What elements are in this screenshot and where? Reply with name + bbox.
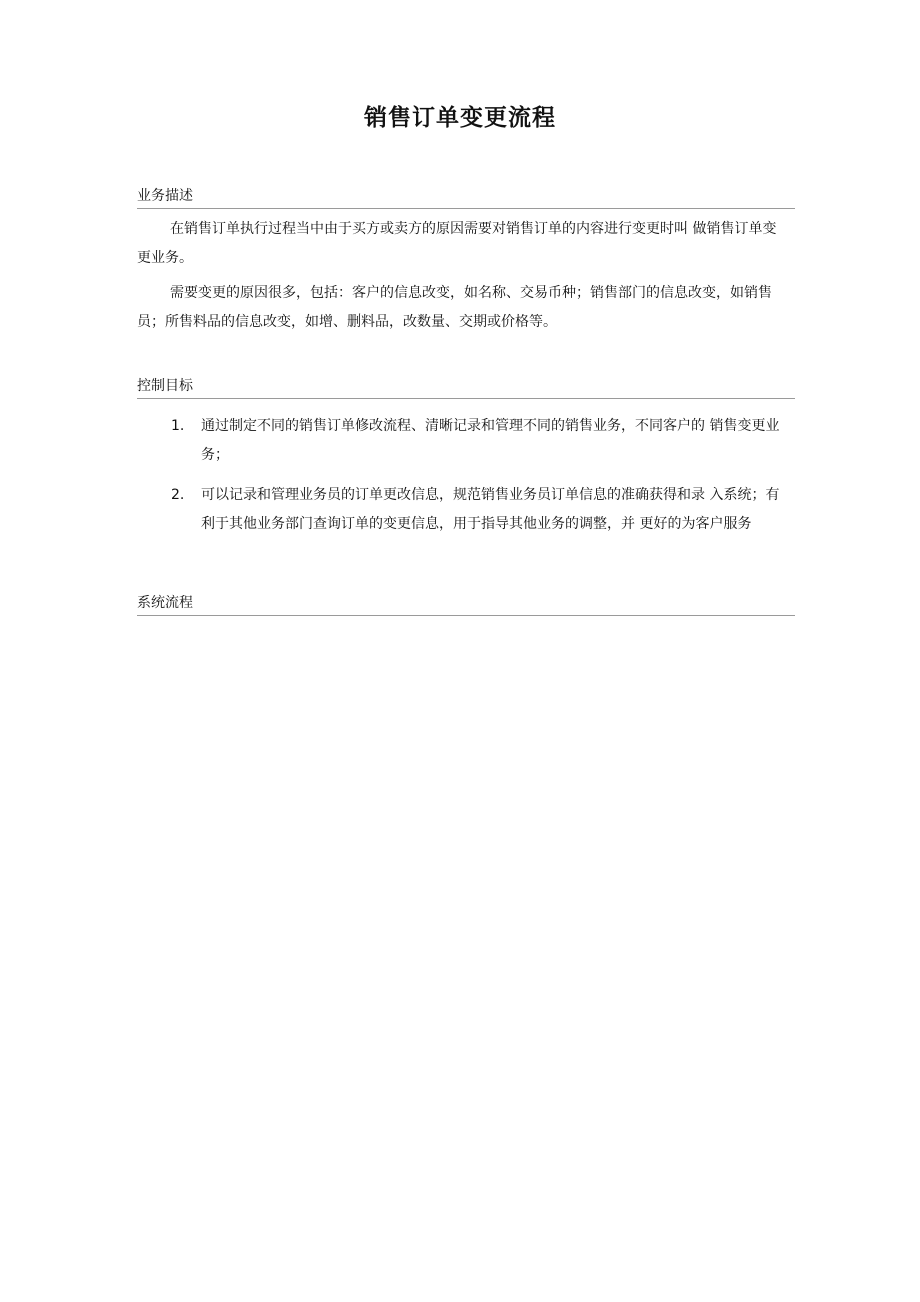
list-item-text: 可以记录和管理业务员的订单更改信息，规范销售业务员订单信息的准确获得和录 入系统；有利于其他业务部门查询订单的变更信息，用于指导其他业务的调整，并 更好的为客户服务 xyxy=(201,487,780,532)
list-item-text: 通过制定不同的销售订单修改流程、清晰记录和管理不同的销售业务，不同客户的 销售变更业务； xyxy=(201,418,780,463)
section-heading-control-objectives: 控制目标 xyxy=(137,376,795,399)
control-objective-item-2 xyxy=(137,481,781,539)
business-description-paragraph-2: 需要变更的原因很多，包括：客户的信息改变，如名称、交易币种；销售部门的信息改变，如销售员；所售料品的信息改变，如增、删料品，改数量、交期或价格等。 xyxy=(137,285,772,330)
list-item-number: 1. xyxy=(171,418,185,434)
section-heading-system-process: 系统流程 xyxy=(137,593,795,616)
section-heading-business-description: 业务描述 xyxy=(137,186,795,209)
control-objective-item-1 xyxy=(137,412,781,470)
document-title: 销售订单变更流程 xyxy=(364,105,556,131)
list-item-number: 2. xyxy=(171,487,185,503)
business-description-paragraph-1: 在销售订单执行过程当中由于买方或卖方的原因需要对销售订单的内容进行变更时叫 做销售订单变更业务。 xyxy=(137,221,777,266)
